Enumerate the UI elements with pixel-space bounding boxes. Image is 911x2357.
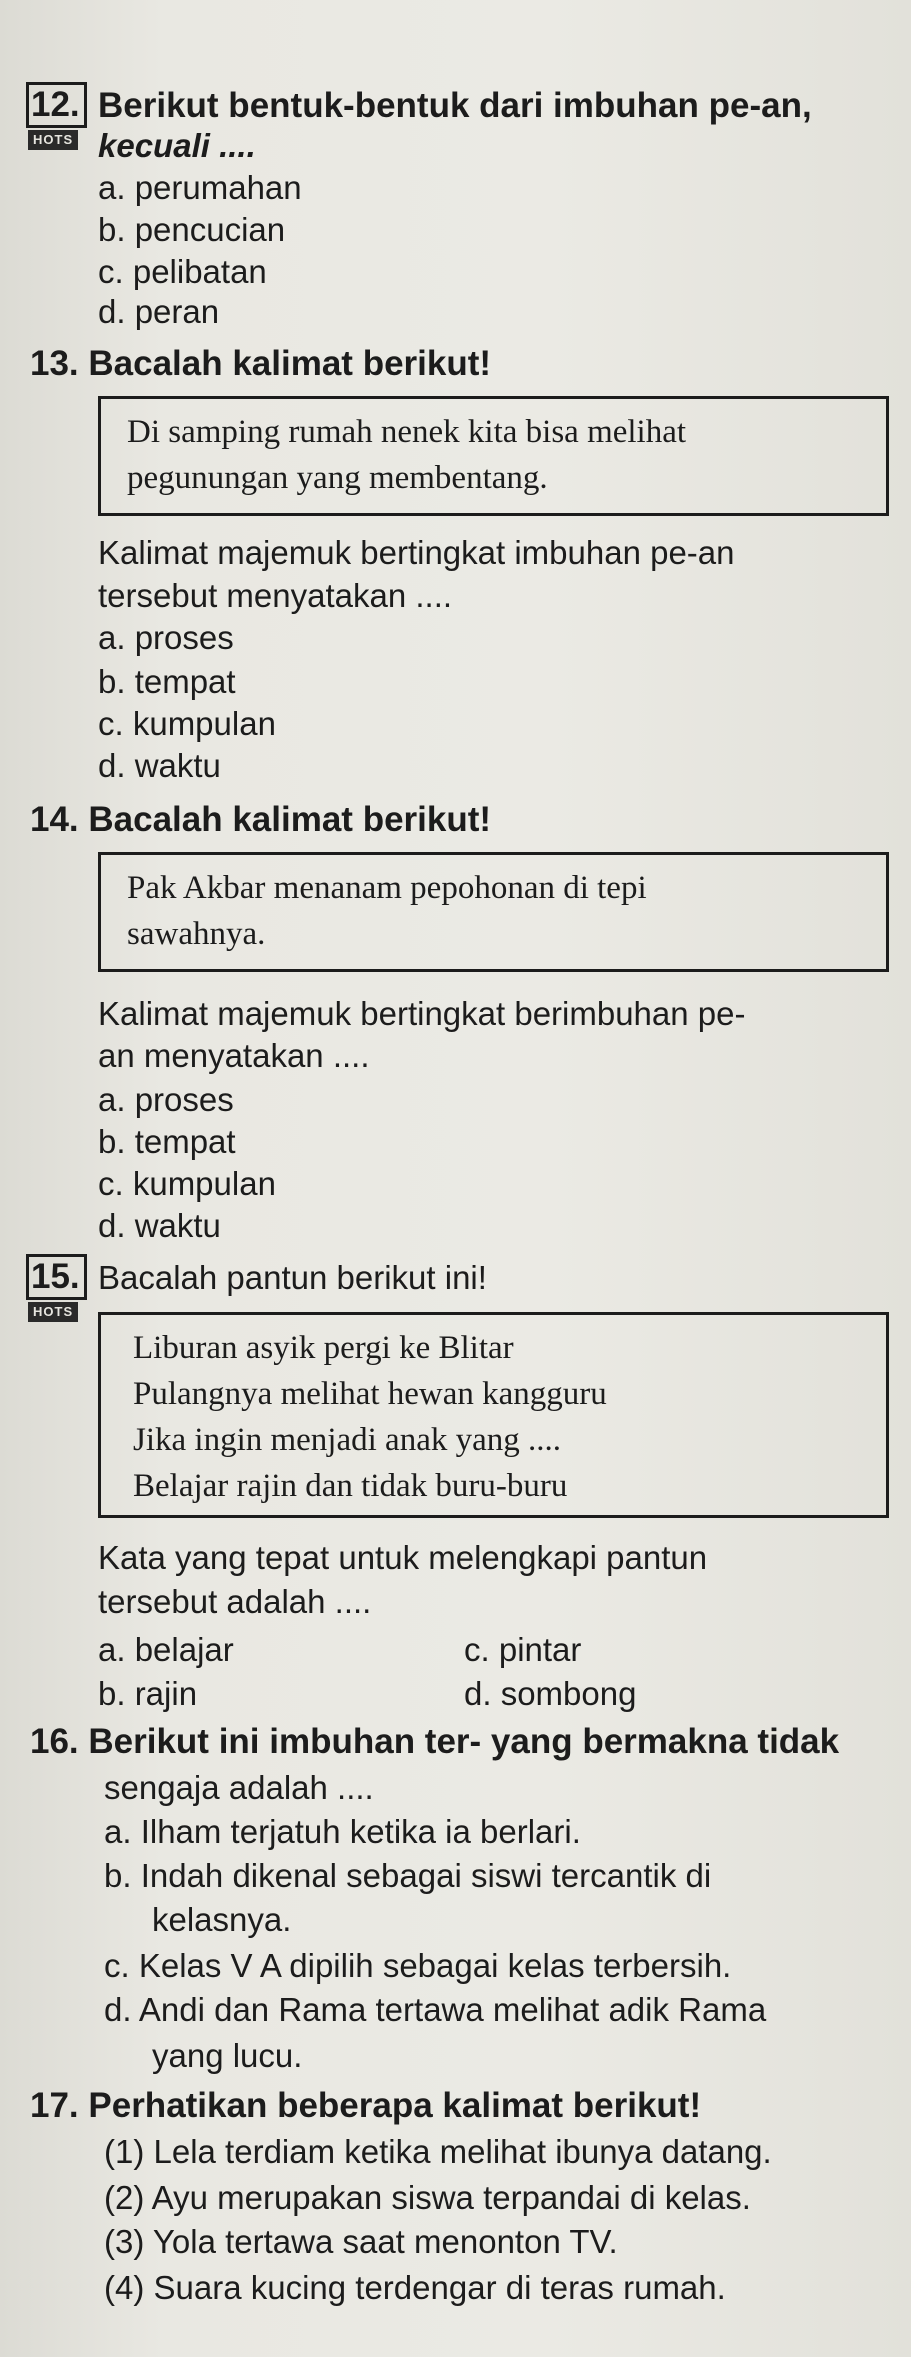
q13-option-c: c. kumpulan: [98, 705, 276, 742]
q15-number: 15.: [26, 1254, 87, 1300]
q14-box-line1: Pak Akbar menanam pepohonan di tepi: [127, 870, 647, 906]
q14-line1: Kalimat majemuk bertingkat berimbuhan pe-: [98, 995, 746, 1032]
q12-line2: kecuali ....: [98, 127, 256, 164]
q15-pantun-line3: Jika ingin menjadi anak yang ....: [133, 1422, 561, 1458]
q17-item-4: (4) Suara kucing terdengar di teras rumah.: [104, 2269, 726, 2306]
q16-option-d-cont: yang lucu.: [152, 2037, 303, 2074]
q15-line1: Kata yang tepat untuk melengkapi pantun: [98, 1539, 708, 1576]
q15-pantun-line4: Belajar rajin dan tidak buru-buru: [133, 1468, 568, 1504]
q17-item-3: (3) Yola tertawa saat menonton TV.: [104, 2223, 618, 2260]
q13-box-line2: pegunungan yang membentang.: [127, 460, 548, 496]
q15-pantun-box: [98, 1312, 889, 1518]
q14-sentence-box: [98, 852, 889, 972]
q13-box-line1: Di samping rumah nenek kita bisa melihat: [127, 414, 687, 450]
q16-option-a: a. Ilham terjatuh ketika ia berlari.: [104, 1813, 581, 1850]
q13-option-a: a. proses: [98, 619, 234, 656]
q12-option-b: b. pencucian: [98, 211, 286, 248]
q13-line2: tersebut menyatakan ....: [98, 577, 453, 614]
q13-sentence-box: [98, 396, 889, 516]
q16-option-d: d. Andi dan Rama tertawa melihat adik Rama: [104, 1991, 767, 2028]
q12-number: 12.: [26, 82, 87, 128]
q12-option-c: c. pelibatan: [98, 253, 267, 290]
q17-stem: 17. Perhatikan beberapa kalimat berikut!: [30, 2086, 702, 2125]
q16-line1: 16. Berikut ini imbuhan ter- yang bermakna tidak: [30, 1722, 840, 1761]
q15-pantun-line2: Pulangnya melihat hewan kangguru: [133, 1376, 607, 1412]
q15-line2: tersebut adalah ....: [98, 1583, 372, 1620]
q14-box-line2: sawahnya.: [127, 916, 266, 952]
q14-stem: 14. Bacalah kalimat berikut!: [30, 800, 492, 839]
q14-line2: an menyatakan ....: [98, 1037, 370, 1074]
q13-option-b: b. tempat: [98, 663, 236, 700]
q15-hots-badge: HOTS: [28, 1302, 78, 1322]
q17-item-2: (2) Ayu merupakan siswa terpandai di kelas.: [104, 2179, 751, 2216]
q13-option-d: d. waktu: [98, 747, 221, 784]
q17-item-1: (1) Lela terdiam ketika melihat ibunya datang.: [104, 2133, 772, 2170]
q13-line1: Kalimat majemuk bertingkat imbuhan pe-an: [98, 534, 735, 571]
q12-option-d: d. peran: [98, 293, 220, 330]
q15-option-c: c. pintar: [464, 1631, 582, 1668]
q12-hots-badge: HOTS: [28, 130, 78, 150]
q16-option-b: b. Indah dikenal sebagai siswi tercantik di: [104, 1857, 712, 1894]
q15-option-b: b. rajin: [98, 1675, 198, 1712]
q14-option-b: b. tempat: [98, 1123, 236, 1160]
q16-option-b-cont: kelasnya.: [152, 1901, 292, 1938]
q12-line1: Berikut bentuk-bentuk dari imbuhan pe-an,: [98, 86, 812, 125]
q16-line2: sengaja adalah ....: [104, 1769, 374, 1806]
q13-stem: 13. Bacalah kalimat berikut!: [30, 344, 492, 383]
q16-option-c: c. Kelas V A dipilih sebagai kelas terbersih.: [104, 1947, 732, 1984]
q14-option-c: c. kumpulan: [98, 1165, 276, 1202]
q14-option-a: a. proses: [98, 1081, 234, 1118]
q15-option-d: d. sombong: [464, 1675, 637, 1712]
q15-option-a: a. belajar: [98, 1631, 234, 1668]
q14-option-d: d. waktu: [98, 1207, 221, 1244]
q15-pantun-line1: Liburan asyik pergi ke Blitar: [133, 1330, 514, 1366]
q15-stem: Bacalah pantun berikut ini!: [98, 1259, 487, 1296]
q12-option-a: a. perumahan: [98, 169, 302, 206]
